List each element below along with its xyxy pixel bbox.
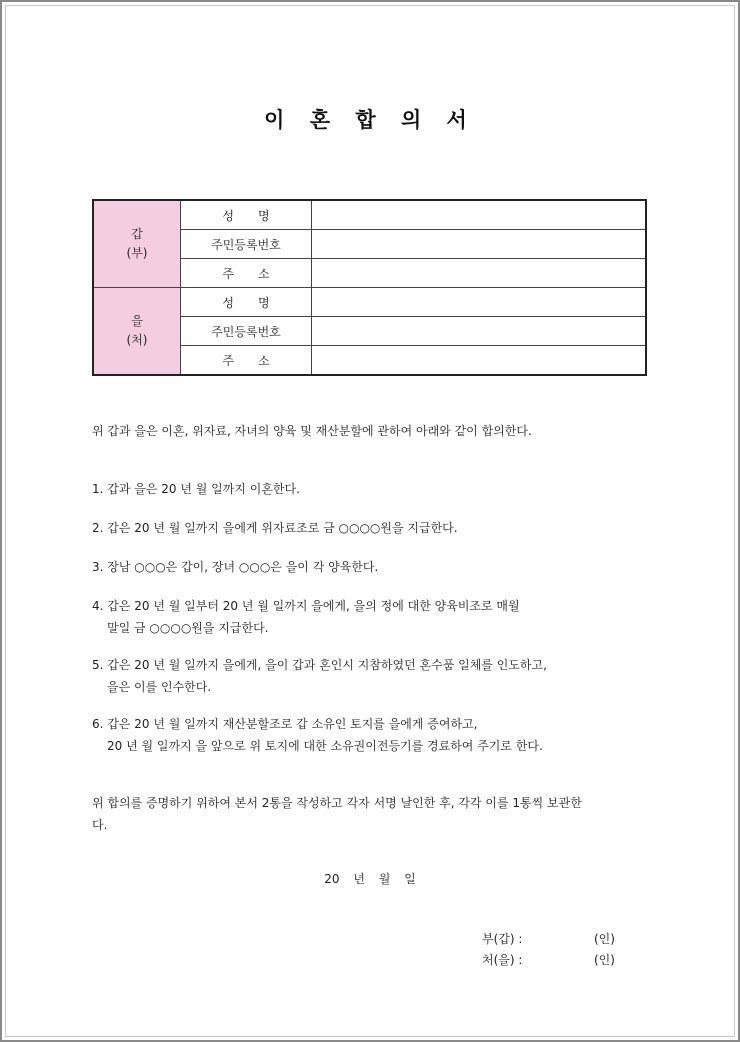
item-line: 6. 갑은 20 년 월 일까지 재산분할조로 갑 소유인 토지를 을에게 증여하고, (92, 717, 478, 731)
wife-signature-line (482, 951, 615, 968)
party-a-name-value[interactable] (312, 200, 647, 230)
party-b-role: (처) (126, 333, 148, 347)
party-a-name: 갑 (131, 227, 143, 241)
agreement-item-2 (92, 517, 652, 539)
agreement-item-1 (92, 478, 652, 500)
agreement-date: 20 년 월 일 (324, 872, 416, 886)
agreement-item-3 (92, 556, 652, 578)
item-line-continued: 을은 이를 인수한다. (107, 680, 212, 694)
item-line: 2. 갑은 20 년 월 일까지 을에게 위자료조로 금 ○○○○원을 지급한다. (92, 521, 458, 535)
party-a-address-label: 주소 (181, 259, 312, 288)
closing-line-2: 다. (92, 818, 108, 832)
agreement-item-4 (92, 595, 652, 639)
closing-line-1: 위 합의를 증명하기 위하여 본서 2통을 작성하고 각자 서명 날인한 후, 각각 이를 1통씩 보관한 (92, 796, 582, 810)
wife-signature-label: 처(을) : (482, 953, 523, 967)
party-b-address-label: 주소 (181, 346, 312, 376)
intro-paragraph: 위 갑과 을은 이혼, 위자료, 자녀의 양육 및 재산분할에 관하여 아래와 같이 합의한다. (92, 424, 532, 438)
party-a-id-value[interactable] (312, 230, 647, 259)
party-b-id-label: 주민등록번호 (181, 317, 312, 346)
agreement-item-6 (92, 713, 652, 757)
party-a-cell (93, 200, 181, 288)
party-a-address-value[interactable] (312, 259, 647, 288)
husband-signature-label: 부(갑) : (482, 932, 523, 946)
party-a-role: (부) (126, 246, 148, 260)
party-b-cell (93, 288, 181, 376)
party-a-name-label: 성명 (181, 200, 312, 230)
wife-seal: (인) (594, 953, 615, 967)
agreement-item-5 (92, 654, 652, 698)
document-title: 이 혼 합 의 서 (264, 108, 476, 132)
item-line-continued: 말일 금 ○○○○원을 지급한다. (107, 621, 269, 635)
party-b-name-label: 성명 (181, 288, 312, 317)
party-b-address-value[interactable] (312, 346, 647, 376)
closing-paragraph (92, 792, 652, 836)
party-a-id-label: 주민등록번호 (181, 230, 312, 259)
item-line: 4. 갑은 20 년 월 일부터 20 년 월 일까지 을에게, 을의 정에 대한 양육비조로 매월 (92, 599, 520, 613)
item-line: 3. 장남 ○○○은 갑이, 장녀 ○○○은 을이 각 양육한다. (92, 560, 379, 574)
item-line-continued: 20 년 월 일까지 을 앞으로 위 토지에 대한 소유권이전등기를 경료하여 주기로 한다. (107, 739, 543, 753)
party-b-id-value[interactable] (312, 317, 647, 346)
party-b-name: 을 (131, 314, 143, 328)
husband-seal: (인) (594, 932, 615, 946)
party-b-name-value[interactable] (312, 288, 647, 317)
item-line: 5. 갑은 20 년 월 일까지 을에게, 을이 갑과 혼인시 지참하였던 혼수품 일체를 인도하고, (92, 658, 547, 672)
item-line: 1. 갑과 을은 20 년 월 일까지 이혼한다. (92, 482, 300, 496)
party-info-table (92, 199, 647, 376)
husband-signature-line (482, 930, 615, 947)
